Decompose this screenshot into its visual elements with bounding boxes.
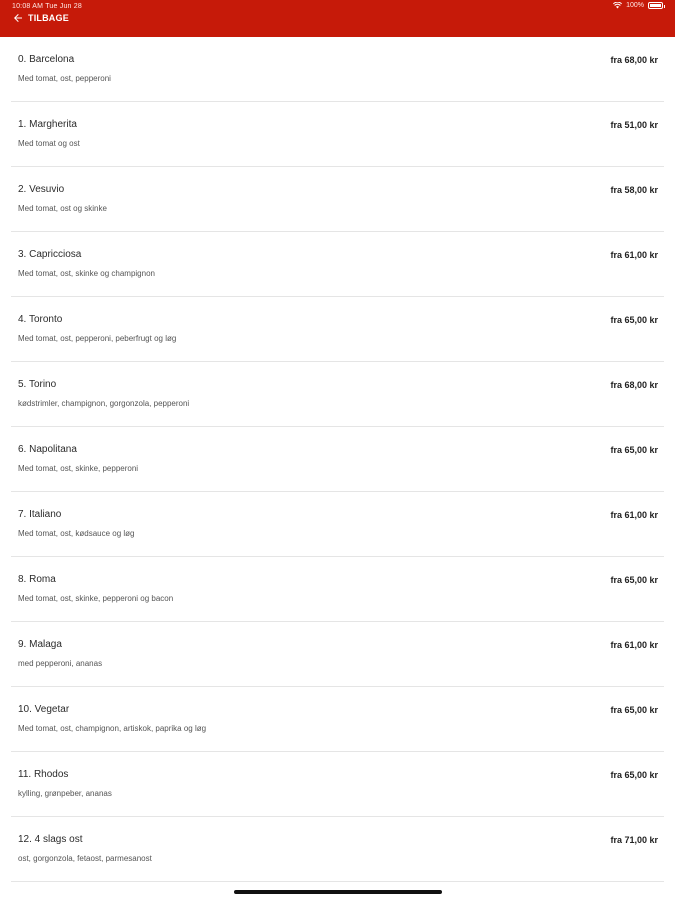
item-description: Med tomat, ost, skinke, pepperoni og bacon <box>18 594 174 603</box>
menu-item[interactable] <box>11 232 664 297</box>
item-name: 0. Barcelona <box>18 54 75 65</box>
item-description: Med tomat, ost, pepperoni, peberfrugt og løg <box>18 334 177 343</box>
item-description: Med tomat, ost og skinke <box>18 204 107 213</box>
menu-item[interactable] <box>11 492 664 557</box>
battery-percent: 100% <box>626 2 644 9</box>
item-name: 1. Margherita <box>18 119 77 130</box>
item-price: fra 65,00 kr <box>610 705 658 715</box>
battery-fill <box>650 4 661 7</box>
arrow-left-icon <box>12 12 24 24</box>
status-indicators <box>613 2 663 9</box>
menu-item[interactable] <box>11 167 664 232</box>
item-name: 10. Vegetar <box>18 704 70 715</box>
menu-item[interactable] <box>11 817 664 882</box>
pizza-menu-list <box>11 37 664 882</box>
back-label: TILBAGE <box>28 13 69 23</box>
item-description: med pepperoni, ananas <box>18 659 103 668</box>
item-name: 2. Vesuvio <box>18 184 65 195</box>
item-description: Med tomat og ost <box>18 139 80 148</box>
header-bar <box>0 0 675 37</box>
item-price: fra 61,00 kr <box>610 640 658 650</box>
item-price: fra 65,00 kr <box>610 770 658 780</box>
item-name: 6. Napolitana <box>18 444 77 455</box>
menu-item[interactable] <box>11 37 664 102</box>
item-description: Med tomat, ost, skinke, pepperoni <box>18 464 139 473</box>
menu-item[interactable] <box>11 622 664 687</box>
item-description: Med tomat, ost, kødsauce og løg <box>18 529 135 538</box>
item-price: fra 71,00 kr <box>610 835 658 845</box>
menu-item[interactable] <box>11 427 664 492</box>
item-name: 7. Italiano <box>18 509 62 520</box>
item-description: Med tomat, ost, skinke og champignon <box>18 269 155 278</box>
wifi-icon <box>613 2 622 9</box>
item-name: 8. Roma <box>18 574 56 585</box>
menu-item[interactable] <box>11 362 664 427</box>
item-description: Med tomat, ost, pepperoni <box>18 74 111 83</box>
item-name: 4. Toronto <box>18 314 63 325</box>
item-price: fra 65,00 kr <box>610 575 658 585</box>
item-price: fra 51,00 kr <box>610 120 658 130</box>
menu-item[interactable] <box>11 687 664 752</box>
back-button[interactable] <box>12 12 69 24</box>
item-description: kødstrimler, champignon, gorgonzola, pepperoni <box>18 399 190 408</box>
item-description: kylling, grønpeber, ananas <box>18 789 112 798</box>
item-price: fra 61,00 kr <box>610 250 658 260</box>
item-description: ost, gorgonzola, fetaost, parmesanost <box>18 854 152 863</box>
item-description: Med tomat, ost, champignon, artiskok, paprika og løg <box>18 724 207 733</box>
item-price: fra 68,00 kr <box>610 55 658 65</box>
item-name: 3. Capricciosa <box>18 249 82 260</box>
menu-item[interactable] <box>11 557 664 622</box>
status-time: 10:08 AM Tue Jun 28 <box>12 3 82 10</box>
item-name: 9. Malaga <box>18 639 62 650</box>
item-price: fra 68,00 kr <box>610 380 658 390</box>
home-indicator[interactable] <box>234 890 442 894</box>
item-name: 5. Torino <box>18 379 57 390</box>
item-price: fra 58,00 kr <box>610 185 658 195</box>
item-name: 11. Rhodos <box>18 769 69 780</box>
item-name: 12. 4 slags ost <box>18 834 83 845</box>
item-price: fra 65,00 kr <box>610 445 658 455</box>
item-price: fra 61,00 kr <box>610 510 658 520</box>
menu-item[interactable] <box>11 297 664 362</box>
menu-item[interactable] <box>11 102 664 167</box>
menu-item[interactable] <box>11 752 664 817</box>
battery-icon <box>648 2 663 9</box>
item-price: fra 65,00 kr <box>610 315 658 325</box>
